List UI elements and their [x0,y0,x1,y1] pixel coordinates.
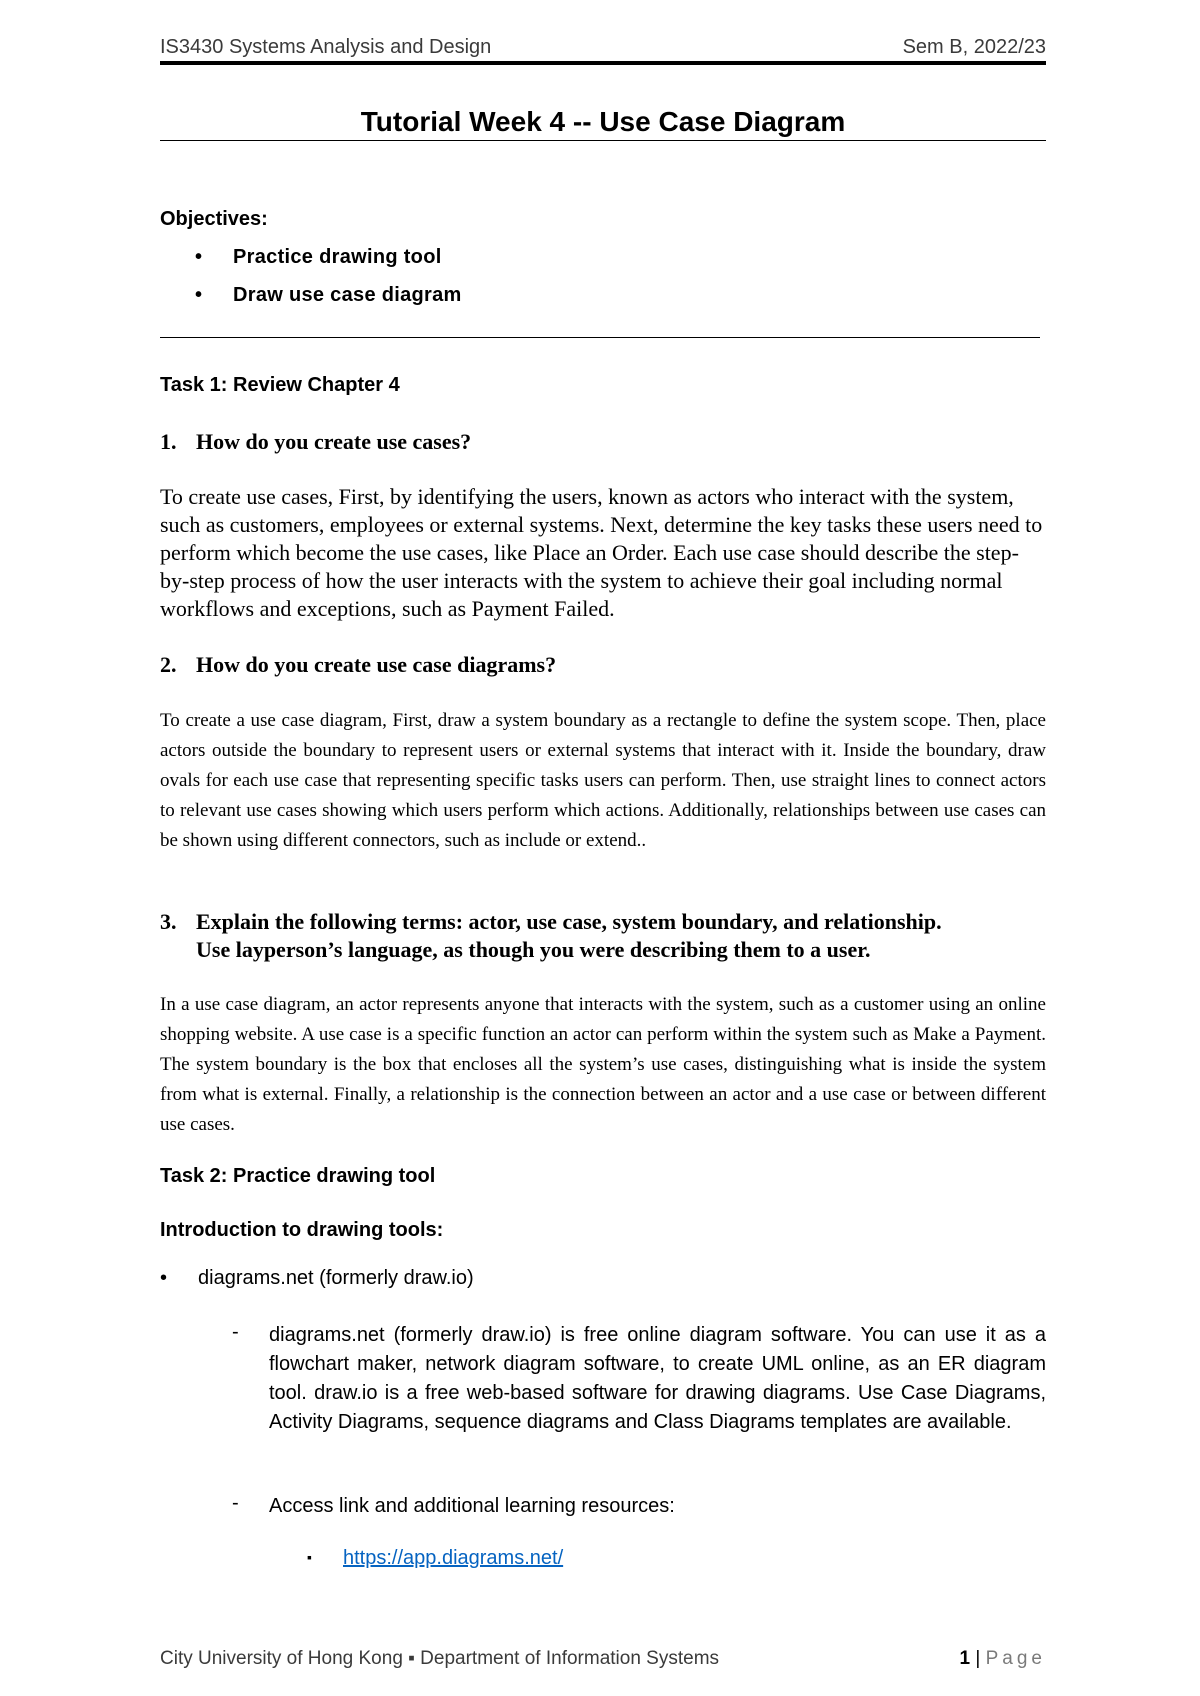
question-number: 1. [160,429,177,454]
section-divider [160,337,1040,338]
page-separator: | [970,1648,986,1669]
bullet-icon: • [160,1267,168,1289]
question-2 [160,651,556,679]
access-label: Access link and additional learning resources: [269,1495,675,1517]
question-text: How do you create use case diagrams? [196,652,557,677]
objective-text: Practice drawing tool [233,246,442,268]
question-text-continued: Use layperson’s language, as though you were describing them to a user. [196,937,871,962]
question-3 [160,908,942,964]
course-name: IS3430 Systems Analysis and Design [160,36,492,58]
question-number: 3. [160,909,177,934]
tool-list-item [160,1267,474,1290]
square-bullet-icon: ▪ [307,1549,312,1565]
answer-1: To create use cases, First, by identifying the users, known as actors who interact with the system, such as customers, employees or external systems. Next, determine the key tasks these users need to perform which become the use cases, like Place an Order. Each use case should describe the step-by-step process of how the user interacts with the system to achieve their goal including normal workflows and exceptions, such as Payment Failed. [160,484,1043,621]
intro-heading: Introduction to drawing tools: [160,1219,444,1241]
title-rule [160,140,1046,141]
dash-marker: - [232,1492,239,1514]
diagrams-net-link[interactable]: https://app.diagrams.net/ [343,1547,564,1569]
semester-label: Sem B, 2022/23 [902,36,1046,58]
page-footer [160,1648,1046,1670]
question-1 [160,428,471,456]
dash-marker: - [232,1321,239,1343]
page-word: Page [985,1648,1046,1669]
objective-item [195,246,442,269]
objectives-label: Objectives: [160,208,268,230]
page-indicator [960,1648,1046,1670]
objective-item [195,284,462,307]
task1-heading: Task 1: Review Chapter 4 [160,374,400,396]
bullet-icon: • [195,284,203,306]
question-number: 2. [160,652,177,677]
question-text: How do you create use cases? [196,429,472,454]
bullet-icon: • [195,246,203,268]
objective-text: Draw use case diagram [233,284,462,306]
tool-description: diagrams.net (formerly draw.io) is free online diagram software. You can use it as a flowchart maker, network diagram software, to create UML online, as an ER diagram tool. draw.io is a free web-based software for drawing diagrams. Use Case Diagrams, Activity Diagrams, sequence diagrams and Class Diagrams templates are available. [269,1324,1046,1433]
question-text: Explain the following terms: actor, use case, system boundary, and relationship. [196,909,942,934]
answer-3: In a use case diagram, an actor represents anyone that interacts with the system, such as a customer using an online shopping website. A use case is a specific function an actor can perform within the system such as Make a Payment. The system boundary is the box that encloses all the system’s use cases, distinguishing what is inside the system from what is external. Finally, a relationship is the connection between an actor and a use case or between different use cases. [160,994,1046,1135]
task2-heading: Task 2: Practice drawing tool [160,1165,436,1187]
tool-name: diagrams.net (formerly draw.io) [198,1267,474,1289]
footer-organization: City University of Hong Kong ▪ Department of Information Systems [160,1648,720,1669]
resource-list-item [307,1547,563,1570]
page-title: Tutorial Week 4 -- Use Case Diagram [360,106,846,137]
header-rule [160,61,1046,65]
page-header [160,36,1046,59]
page-number: 1 [959,1648,971,1669]
answer-2: To create a use case diagram, First, draw a system boundary as a rectangle to define the system scope. Then, place actors outside the boundary to represent users or external systems that interact with it. Inside the boundary, draw ovals for each use case that representing specific tasks users can perform. Then, use straight lines to connect actors to relevant use cases showing which users perform which actions. Additionally, relationships between use cases can be shown using different connectors, such as include or extend.. [160,710,1046,851]
